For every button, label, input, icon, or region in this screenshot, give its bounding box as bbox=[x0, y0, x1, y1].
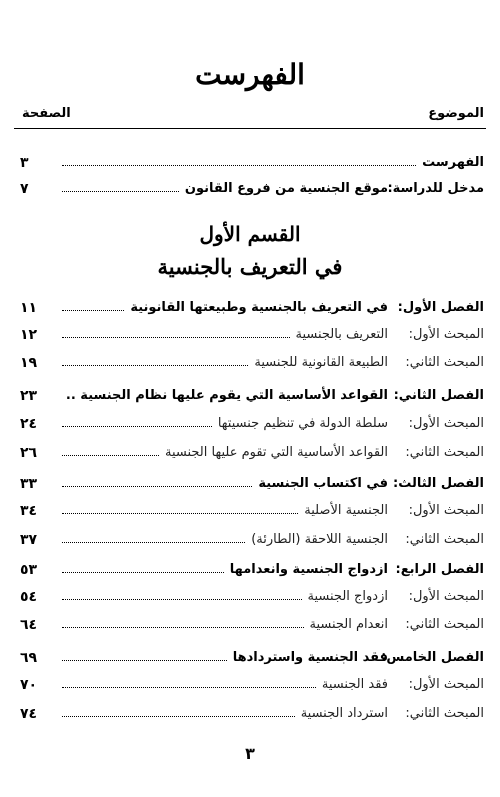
entry-page-number: ٢٦ bbox=[20, 445, 38, 461]
page-column-header: الصفحة bbox=[22, 106, 71, 121]
entry-title: الجنسية الأصلية bbox=[304, 503, 388, 518]
toc-row bbox=[0, 327, 500, 347]
toc-row bbox=[0, 617, 500, 637]
toc-row bbox=[0, 562, 500, 582]
entry-label: المبحث الأول: bbox=[408, 589, 484, 604]
entry-label: الفصل الخامس: bbox=[381, 650, 484, 665]
entry-page-number: ٣٧ bbox=[20, 532, 38, 548]
entry-label: المبحث الثاني: bbox=[405, 355, 484, 370]
leader-dots bbox=[62, 627, 304, 628]
toc-row bbox=[0, 416, 500, 436]
toc-row bbox=[0, 589, 500, 609]
entry-page-number: ٧ bbox=[20, 181, 29, 197]
leader-dots bbox=[62, 599, 302, 600]
entry-title: ازدواج الجنسية bbox=[307, 589, 388, 604]
entry-page-number: ٧٤ bbox=[20, 706, 38, 722]
toc-row bbox=[0, 445, 500, 465]
entry-page-number: ٢٣ bbox=[20, 388, 38, 404]
leader-dots bbox=[62, 687, 316, 688]
entry-label: الفصل الأول: bbox=[397, 300, 484, 315]
entry-page-number: ٢٤ bbox=[20, 416, 38, 432]
entry-title: انعدام الجنسية bbox=[309, 617, 388, 632]
toc-row bbox=[0, 155, 500, 175]
entry-title: القواعد الأساسية التي يقوم عليها نظام الجنسية .. bbox=[65, 388, 388, 403]
leader-dots bbox=[62, 165, 416, 166]
toc-row bbox=[0, 532, 500, 552]
entry-label: المبحث الثاني: bbox=[405, 706, 484, 721]
entry-label: الفهرست bbox=[422, 155, 484, 170]
page-title: الفهرست bbox=[195, 58, 305, 91]
entry-label: المبحث الثاني: bbox=[405, 445, 484, 460]
toc-row bbox=[0, 388, 500, 408]
entry-page-number: ٦٩ bbox=[20, 650, 38, 666]
entry-title: في اكتساب الجنسية bbox=[258, 476, 388, 491]
toc-row bbox=[0, 355, 500, 375]
entry-label: الفصل الثاني: bbox=[393, 388, 484, 403]
entry-title: في التعريف بالجنسية وطبيعتها القانونية bbox=[130, 300, 388, 315]
leader-dots bbox=[62, 513, 298, 514]
entry-page-number: ٧٠ bbox=[20, 677, 38, 693]
leader-dots bbox=[62, 337, 290, 338]
entry-page-number: ٥٤ bbox=[20, 589, 38, 605]
leader-dots bbox=[62, 716, 295, 717]
header-rule bbox=[14, 128, 486, 129]
toc-row bbox=[0, 706, 500, 726]
entry-label: المبحث الثاني: bbox=[405, 532, 484, 547]
entry-title: الجنسية اللاحقة (الطارئة) bbox=[251, 532, 388, 547]
entry-page-number: ٣٣ bbox=[20, 476, 38, 492]
entry-page-number: ٣ bbox=[20, 155, 29, 171]
leader-dots bbox=[62, 310, 124, 311]
leader-dots bbox=[62, 542, 245, 543]
entry-label: المبحث الأول: bbox=[408, 503, 484, 518]
entry-label: الفصل الثالث: bbox=[393, 476, 484, 491]
entry-label: مدخل للدراسة: bbox=[387, 181, 484, 196]
leader-dots bbox=[62, 365, 248, 366]
toc-row bbox=[0, 300, 500, 320]
toc-row bbox=[0, 503, 500, 523]
entry-label: المبحث الأول: bbox=[408, 677, 484, 692]
entry-title: استرداد الجنسية bbox=[300, 706, 388, 721]
toc-row bbox=[0, 677, 500, 697]
leader-dots bbox=[62, 191, 179, 192]
entry-title: الطبيعة القانونية للجنسية bbox=[254, 355, 388, 370]
part-subheading: في التعريف بالجنسية bbox=[157, 254, 343, 279]
entry-page-number: ٦٤ bbox=[20, 617, 38, 633]
entry-title: فقد الجنسية bbox=[321, 677, 388, 692]
toc-row bbox=[0, 650, 500, 670]
leader-dots bbox=[62, 426, 212, 427]
leader-dots bbox=[62, 455, 159, 456]
entry-title: فقد الجنسية واستردادها bbox=[232, 650, 388, 665]
entry-page-number: ١٢ bbox=[20, 327, 38, 343]
entry-page-number: ٥٣ bbox=[20, 562, 38, 578]
entry-title: التعريف بالجنسية bbox=[295, 327, 388, 342]
entry-label: المبحث الأول: bbox=[408, 416, 484, 431]
entry-title: ازدواج الجنسية وانعدامها bbox=[229, 562, 388, 577]
leader-dots bbox=[62, 486, 252, 487]
leader-dots bbox=[62, 572, 224, 573]
entry-title: سلطة الدولة في تنظيم جنسيتها bbox=[217, 416, 388, 431]
toc-row bbox=[0, 476, 500, 496]
topic-column-header: الموضوع bbox=[428, 106, 484, 121]
entry-page-number: ٣٤ bbox=[20, 503, 38, 519]
toc-row bbox=[0, 181, 500, 201]
page-number: ٣ bbox=[245, 744, 255, 763]
entry-title: القواعد الأساسية التي تقوم عليها الجنسية bbox=[165, 445, 388, 460]
leader-dots bbox=[62, 660, 227, 661]
entry-page-number: ١٩ bbox=[20, 355, 38, 371]
entry-page-number: ١١ bbox=[20, 300, 38, 316]
entry-label: الفصل الرابع: bbox=[395, 562, 484, 577]
entry-title: موقع الجنسية من فروع القانون bbox=[184, 181, 388, 196]
part-heading: القسم الأول bbox=[199, 222, 301, 246]
entry-label: المبحث الثاني: bbox=[405, 617, 484, 632]
entry-label: المبحث الأول: bbox=[408, 327, 484, 342]
